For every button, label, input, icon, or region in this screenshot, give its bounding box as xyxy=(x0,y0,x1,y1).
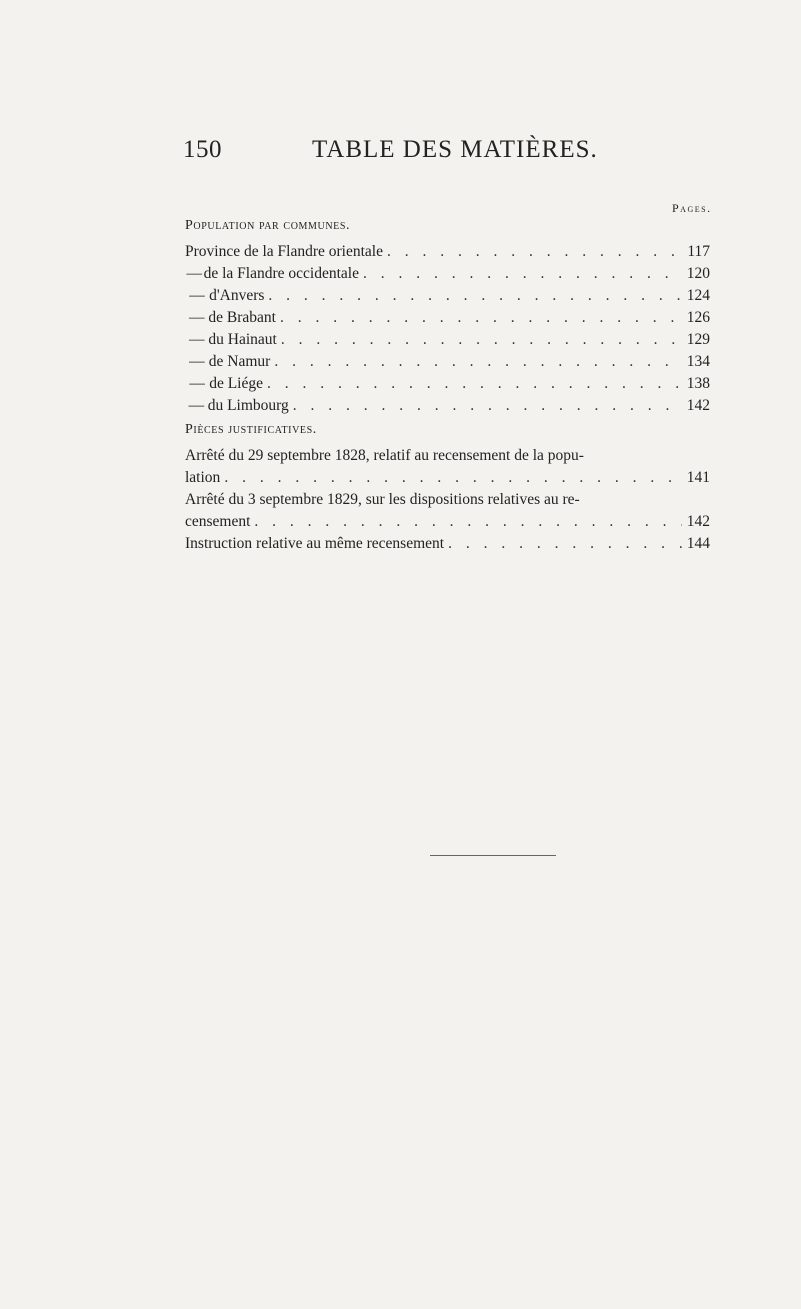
toc-entry-page: 144 xyxy=(686,535,710,552)
toc-entry-page: 141 xyxy=(686,469,710,486)
dot-leader xyxy=(224,467,682,489)
toc-entry-label: du Limbourg xyxy=(207,397,289,414)
dot-leader xyxy=(280,307,682,329)
dot-leader xyxy=(387,241,682,263)
section-heading-population: Population par communes. xyxy=(185,218,351,233)
toc-entry-page: 117 xyxy=(687,243,710,260)
ditto-dash: — xyxy=(189,353,205,370)
dot-leader xyxy=(274,351,682,373)
ditto-dash: — xyxy=(186,265,203,282)
toc-entry-label: du Hainaut xyxy=(208,331,277,348)
toc-entry-page: 120 xyxy=(686,265,710,282)
toc-entry-label: de Namur xyxy=(208,353,271,370)
toc-entry[interactable] xyxy=(185,329,710,351)
closing-rule xyxy=(430,855,556,856)
toc-entry-label: censement xyxy=(185,513,251,530)
toc-entry[interactable] xyxy=(185,373,710,395)
page-number: 150 xyxy=(183,136,222,163)
toc-entry-label: lation xyxy=(185,469,221,486)
toc-entry[interactable] xyxy=(185,395,710,417)
ditto-dash: — xyxy=(188,331,205,348)
ditto-dash: — xyxy=(188,309,205,326)
toc-entry-page: 124 xyxy=(686,287,710,304)
ditto-dash: — xyxy=(189,287,205,304)
dot-leader xyxy=(267,373,682,395)
toc-entry-page: 129 xyxy=(686,331,710,348)
toc-entry[interactable] xyxy=(185,511,710,533)
toc-entry[interactable] xyxy=(185,467,710,489)
toc-entry-page: 134 xyxy=(686,353,710,370)
toc-entry-label: de la Flandre occidentale xyxy=(203,265,359,282)
ditto-dash: — xyxy=(188,397,205,414)
toc-paragraph-line: Arrêté du 3 septembre 1829, sur les dispositions relatives au re- xyxy=(185,491,580,508)
toc-entry[interactable] xyxy=(185,285,710,307)
dot-leader xyxy=(268,285,682,307)
toc-entry[interactable] xyxy=(185,351,710,373)
toc-entry[interactable] xyxy=(185,263,710,285)
toc-entry-page: 142 xyxy=(686,397,710,414)
dot-leader xyxy=(281,329,682,351)
toc-entry-label: Province de la Flandre orientale xyxy=(185,243,383,260)
toc-entry-page: 126 xyxy=(686,309,710,326)
section-heading-pieces: Pièces justificatives. xyxy=(185,422,317,437)
toc-entry-label: Instruction relative au même recensement xyxy=(185,535,445,552)
dot-leader xyxy=(254,511,682,533)
dot-leader xyxy=(293,395,682,417)
toc-entry-page: 142 xyxy=(686,513,710,530)
page-title: TABLE DES MATIÈRES. xyxy=(312,136,598,163)
toc-entry-label: de Liége xyxy=(209,375,263,392)
dot-leader xyxy=(448,533,682,555)
toc-entry-label: de Brabant xyxy=(208,309,276,326)
ditto-dash: — xyxy=(189,375,205,392)
toc-entry-page: 138 xyxy=(686,375,710,392)
pages-column-label: Pages. xyxy=(672,201,712,215)
toc-paragraph-line: Arrêté du 29 septembre 1828, relatif au recensement de la popu- xyxy=(185,447,584,464)
toc-entry[interactable] xyxy=(185,533,710,555)
dot-leader xyxy=(363,263,682,285)
toc-entry[interactable] xyxy=(185,241,710,263)
toc-entry-label: d'Anvers xyxy=(209,287,265,304)
toc-entry[interactable] xyxy=(185,307,710,329)
